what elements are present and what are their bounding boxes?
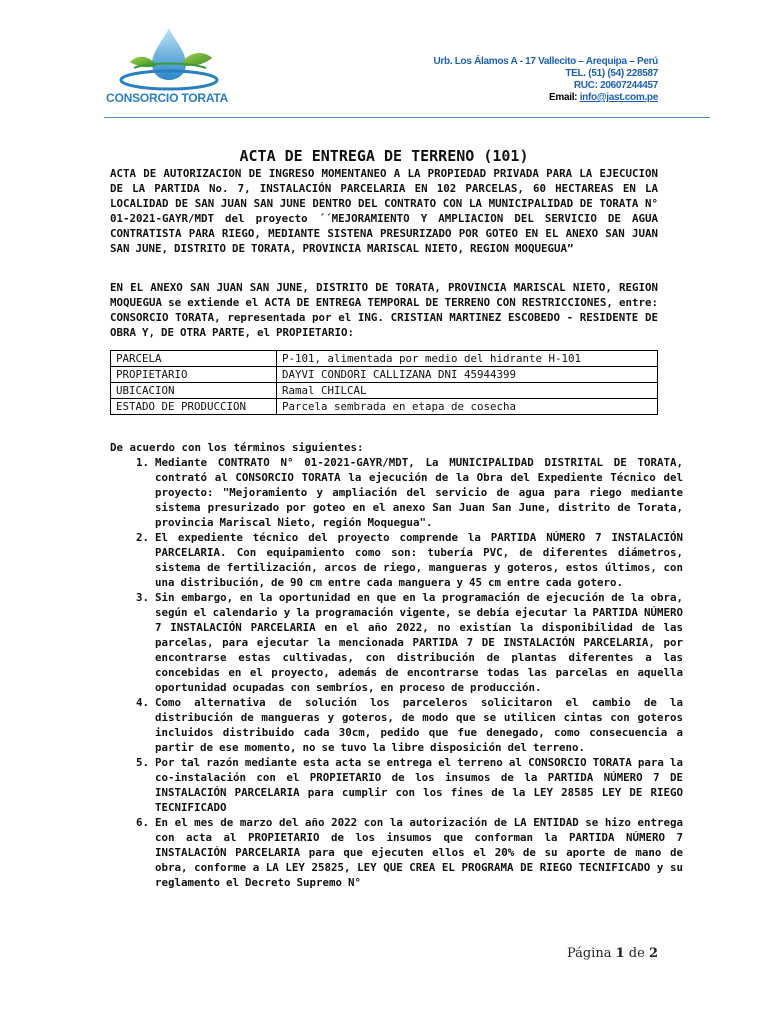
table-value: Parcela sembrada en etapa de cosecha [277, 399, 658, 415]
parcel-info-table [110, 350, 658, 415]
table-key: PARCELA [111, 351, 277, 367]
table-key: PROPIETARIO [111, 367, 277, 383]
phone: TEL. (51) (54) 228587 [565, 68, 658, 79]
list-item: 4. Como alternativa de solución los parceleros solicitaron el cambio de la distribución de mangueras y goteros, de modo que se utilicen cintas con goteros incluidos distribuido cada 30cm, pedido que fue denegado, como consecuencia a partir de ese momento, no se tuvo la libre disposición del terreno. [155, 695, 683, 755]
table-row [111, 367, 658, 383]
terms-intro: De acuerdo con los términos siguientes: [110, 441, 364, 454]
page-total: 2 [648, 946, 658, 961]
table-row [111, 399, 658, 415]
contact-info [433, 56, 658, 104]
authorization-paragraph: ACTA DE AUTORIZACION DE INGRESO MOMENTANEO A LA PROPIEDAD PRIVADA PARA LA EJECUCION DE LA PARTIDA No. 7, INSTALACIÓN PARCELARIA EN 102 PARCELAS, 60 HECTAREAS EN LA LOCALIDAD DE SAN JUAN SAN JUNE DENTRO DEL CONTRATO CON LA MUNICIPALIDAD DE TORATA N° 01-2021-GAYR/MDT del proyecto ´´MEJORAMIENTO Y AMPLIACION DEL SERVICIO DE AGUA CONTRATISTA PARA RIEGO, MEDIANTE SISTENA PRESURIZADO POR GOTEO EN EL ANEXO SAN JUAN SAN JUNE, DISTRITO DE TORATA, PROVINCIA MARISCAL NIETO, REGION MOQUEGUA” [110, 167, 665, 255]
email-label: Email: [549, 92, 578, 103]
water-drop-leaf-icon [114, 24, 224, 92]
company-name: CONSORCIO TORATA [106, 91, 229, 105]
table-value: DAYVI CONDORI CALLIZANA DNI 45944399 [277, 367, 658, 383]
table-key: ESTADO DE PRODUCCION [111, 399, 277, 415]
email-row [433, 92, 658, 104]
table-row [111, 383, 658, 399]
address: Urb. Los Álamos A - 17 Vallecito – Arequipa – Perú [433, 56, 658, 67]
header-divider [104, 117, 710, 118]
table-row [111, 351, 658, 367]
table-value: P-101, alimentada por medio del hidrante H-101 [277, 351, 658, 367]
list-item: 6. En el mes de marzo del año 2022 con la autorización de LA ENTIDAD se hizo entrega con acta al PROPIETARIO de los insumos que conforman la PARTIDA NÚMERO 7 INSTALACIÓN PARCELARIA para que ejecuten ellos el 20% de su aporte de mano de obra, conforme a LA LEY 25825, LEY QUE CREA EL PROGRAMA DE RIEGO TECNIFICADO y su reglamento el Decreto Supremo N° [155, 815, 683, 890]
parties-paragraph: EN EL ANEXO SAN JUAN SAN JUNE, DISTRITO DE TORATA, PROVINCIA MARISCAL NIETO, REGION MOQUEGUA se extiende el ACTA DE ENTREGA TEMPORAL DE TERRENO CON RESTRICCIONES, entre: CONSORCIO TORATA, representada por el ING. CRISTIAN MARTINEZ ESCOBEDO - RESIDENTE DE OBRA Y, DE OTRA PARTE, el PROPIETARIO: [110, 281, 665, 339]
page-of: de [628, 946, 645, 961]
terms-list [130, 455, 683, 890]
table-value: Ramal CHILCAL [277, 383, 658, 399]
list-item: 1. Mediante CONTRATO N° 01-2021-GAYR/MDT, La MUNICIPALIDAD DISTRITAL DE TORATA, contrató al CONSORCIO TORATA la ejecución de la Obra del Expediente Técnico del proyecto: "Mejoramiento y ampliación del servicio de agua para riego mediante sistema presurizado por goteo en el anexo San Juan San June, distrito de Torata, provincia Mariscal Nieto, región Moquegua". [155, 455, 683, 530]
list-item: 5. Por tal razón mediante esta acta se entrega el terreno al CONSORCIO TORATA para la co-instalación con el PROPIETARIO de los insumos de la PARTIDA NÚMERO 7 DE INSTALACIÓN PARCELARIA para cumplir con los fines de la LEY 28585 LEY DE RIEGO TECNIFICADO [155, 755, 683, 815]
ruc: RUC: 20607244457 [573, 80, 658, 91]
table-key: UBICACION [111, 383, 277, 399]
page-number [567, 946, 658, 961]
list-item: 3. Sin embargo, en la oportunidad en que en la programación de ejecución de la obra, según el calendario y la programación vigente, se debía ejecutar la PARTIDA NÚMERO 7 INSTALACIÓN PARCELARIA en el año 2022, no existían la disponibilidad de las parcelas, para ejecutar la mencionada PARTIDA 7 DE INSTALACIÓN PARCELARIA, por encontrarse estas cultivadas, con distribución de plantas diferentes a las concebidas en el proyecto, además de encontrarse todas las parcelas en aquella oportunidad ocupadas con sembríos, en proceso de producción. [155, 590, 683, 695]
page-word: Página [566, 946, 612, 961]
email-link[interactable]: info@jast.com.pe [579, 92, 658, 103]
list-item: 2. El expediente técnico del proyecto comprende la PARTIDA NÚMERO 7 INSTALACIÓN PARCELARIA. Con equipamiento como son: tubería PVC, de diferentes diámetros, sistema de fertilización, arcos de riego, mangueras y goteros, estos últimos, con una distribución, de 90 cm entre cada manguera y 45 cm entre cada gotero. [155, 530, 683, 590]
document-title: ACTA DE ENTREGA DE TERRENO (101) [239, 147, 529, 165]
page-current: 1 [615, 946, 625, 961]
